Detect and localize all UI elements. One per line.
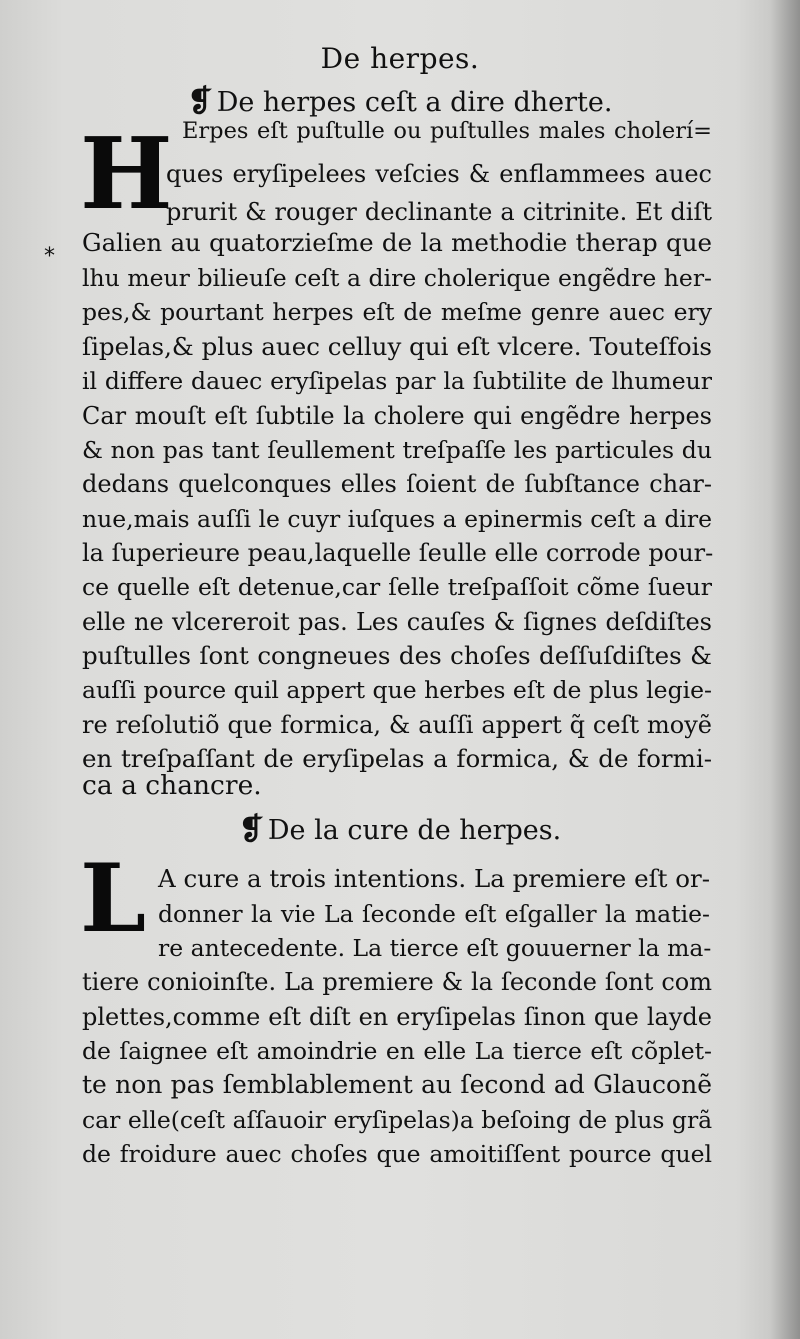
text-line: de froidure auec choſes que amoitiſſent pource quel	[82, 1140, 712, 1168]
text-line: puſtulles ſont congneues des choſes deſſuſdiſtes &	[82, 641, 712, 670]
text-line: lhu meur bilieuſe ceſt a dire cholerique engẽdre her-	[82, 264, 712, 292]
drop-cap-h: H	[80, 117, 173, 232]
running-head: De herpes.	[320, 42, 480, 75]
section-heading-cure	[0, 812, 800, 847]
text-line: ques eryſipelees veſcies & enflammees auec	[166, 160, 712, 188]
text-line: & non pas tant ſeullement treſpaſſe les particules du	[82, 436, 712, 464]
pilcrow-icon: ❡	[187, 84, 213, 119]
margin-asterisk-mark: *	[44, 244, 55, 269]
text-line: ca a chancre.	[82, 770, 262, 801]
text-line: dedans quelconques elles ſoient de ſubſtance char-	[82, 470, 712, 498]
pilcrow-icon: ❡	[238, 812, 264, 847]
text-line: auſſi pource quil appert que herbes eſt de plus legie-	[82, 676, 712, 704]
text-line: en treſpaſſant de eryſipelas a formica, & de formi-	[82, 744, 712, 773]
text-line: re reſolutiõ que formica, & auſſi appert q̃ ceſt moyẽ	[82, 711, 712, 739]
page-edge-shadow	[770, 0, 800, 1339]
text-line: pes,& pourtant herpes eſt de meſme genre auec ery	[82, 298, 712, 326]
text-line: A cure a trois intentions. La premiere eſt or-	[158, 864, 711, 893]
text-line: Erpes eſt puſtulle ou puſtulles males cholerí=	[182, 118, 712, 144]
text-line: Car mouſt eſt ſubtile la cholere qui engẽdre herpes	[82, 402, 712, 430]
text-line: Galien au quatorzieſme de la methodie therap que	[82, 228, 712, 257]
section-heading-text: De herpes ceſt a dire dherte.	[216, 87, 613, 118]
text-line: te non pas ſemblablement au ſecond ad Glauconẽ	[82, 1070, 712, 1099]
text-line: car elle(ceſt aſſauoir eryſipelas)a beſoing de plus grã	[82, 1106, 713, 1134]
text-line: ce quelle eſt detenue,car ſelle treſpaſſoit cõme ſueur	[82, 573, 712, 601]
text-line: ſipelas,& plus auec celluy qui eſt vlcere. Touteſfois	[82, 332, 712, 361]
drop-cap-l: L	[80, 844, 147, 954]
text-line: tiere conioinſte. La premiere & la ſeconde ſont com	[82, 968, 712, 996]
text-line: re antecedente. La tierce eſt gouuerner la ma-	[158, 934, 712, 962]
text-line: donner la vie La ſeconde eſt eſgaller la matie-	[158, 900, 710, 928]
text-line: nue,mais auſſi le cuyr iuſques a epinermis ceſt a dire	[82, 505, 713, 533]
text-line: la ſuperieure peau,laquelle ſeulle elle corrode pour-	[82, 539, 714, 567]
text-line: elle ne vlcereroit pas. Les cauſes & ſignes deſdiſtes	[82, 608, 712, 636]
text-line: il differe dauec eryſipelas par la ſubtilite de lhumeur	[82, 367, 712, 395]
section-heading-text: De la cure de herpes.	[267, 815, 562, 846]
text-line: prurit & rouger declinante a citrinite. Et diſt	[166, 198, 712, 226]
text-line: plettes,comme eſt diſt en eryſipelas ſinon que layde	[82, 1003, 712, 1031]
text-line: de ſaignee eſt amoindrie en elle La tierce eſt cõplet-	[82, 1037, 712, 1065]
